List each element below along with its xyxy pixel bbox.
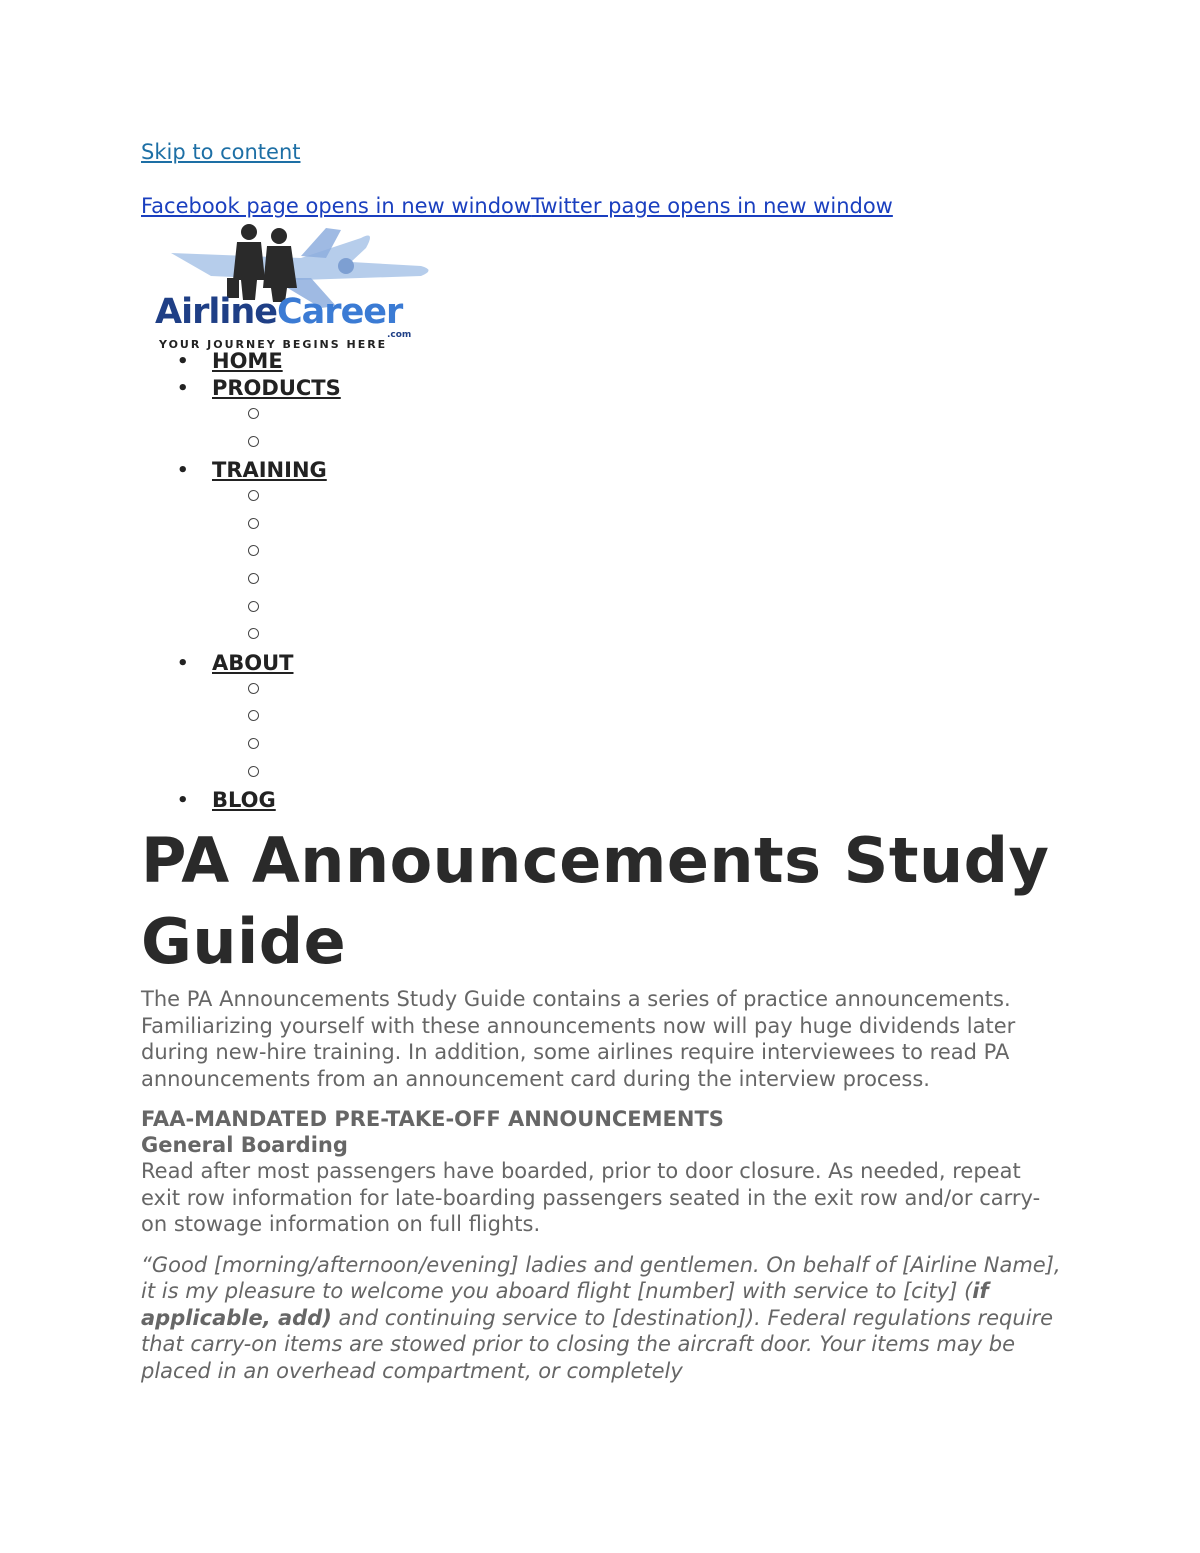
skip-to-content-link[interactable]: Skip to content — [141, 140, 301, 164]
social-links — [141, 192, 1061, 220]
circle-bullet-icon — [248, 436, 259, 447]
products-submenu — [212, 402, 1061, 457]
twitter-link[interactable]: Twitter page opens in new window — [531, 194, 893, 218]
submenu-item[interactable] — [212, 677, 1061, 705]
circle-bullet-icon — [248, 490, 259, 501]
circle-bullet-icon — [248, 408, 259, 419]
circle-bullet-icon — [248, 518, 259, 529]
quote-text-2: and continuing service to [destination]). Federal regulations require that carry-on items are stowed prior to closing the aircraft door. Your items may be placed in an overhead compartment, or completely — [141, 1305, 1054, 1383]
facebook-link[interactable]: Facebook page opens in new window — [141, 194, 532, 218]
submenu-item[interactable] — [212, 402, 1061, 430]
about-submenu — [212, 677, 1061, 787]
submenu-item[interactable] — [212, 732, 1061, 760]
logo-word-career: Career — [277, 292, 403, 332]
logo-word-airline: Airline — [155, 292, 277, 332]
bullet-icon: • — [177, 790, 189, 812]
circle-bullet-icon — [248, 573, 259, 584]
nav-item-products — [141, 375, 1061, 457]
circle-bullet-icon — [248, 766, 259, 777]
logo-wordmark — [155, 292, 402, 332]
bullet-icon: • — [177, 378, 189, 399]
training-submenu — [212, 484, 1061, 650]
circle-bullet-icon — [248, 710, 259, 721]
nav-link-products[interactable]: PRODUCTS — [212, 376, 341, 400]
bullet-icon: • — [177, 652, 189, 674]
circle-bullet-icon — [248, 738, 259, 749]
submenu-item[interactable] — [212, 595, 1061, 623]
bullet-icon: • — [177, 351, 189, 372]
submenu-item[interactable] — [212, 760, 1061, 788]
submenu-item[interactable] — [212, 622, 1061, 650]
page-content — [141, 138, 1061, 1384]
submenu-item[interactable] — [212, 512, 1061, 540]
logo-domain: .com — [387, 330, 412, 340]
circle-bullet-icon — [248, 628, 259, 639]
nav-item-home — [141, 348, 1061, 375]
logo-tagline: YOUR JOURNEY BEGINS HERE — [159, 338, 388, 351]
quote-text-1: “Good [morning/afternoon/evening] ladies and gentlemen. On behalf of [Airline Name], it is my pleasure to welcome you aboard flight [number] with service to [city] ( — [141, 1252, 1061, 1304]
nav-link-training[interactable]: TRAINING — [212, 458, 327, 483]
submenu-item[interactable] — [212, 484, 1061, 512]
nav-link-blog[interactable]: BLOG — [212, 788, 276, 813]
circle-bullet-icon — [248, 601, 259, 612]
intro-paragraph: The PA Announcements Study Guide contains a series of practice announcements. Familiarizing yourself with these announcements now will pay huge dividends later during new-hire training. In addition, some airlines require interviewees to read PA announcements from an announcement card during the interview process. — [141, 987, 1016, 1091]
quote-bold-text: if applicable, add) — [141, 1279, 989, 1330]
submenu-item[interactable] — [212, 539, 1061, 567]
submenu-item[interactable] — [212, 567, 1061, 595]
circle-bullet-icon — [248, 683, 259, 694]
circle-bullet-icon — [248, 545, 259, 556]
subsection-heading: General Boarding — [141, 1133, 348, 1158]
submenu-item[interactable] — [212, 704, 1061, 732]
main-nav — [141, 348, 1061, 814]
section-heading: FAA-MANDATED PRE-TAKE-OFF ANNOUNCEMENTS — [141, 1107, 724, 1132]
nav-link-home[interactable]: HOME — [212, 349, 283, 373]
nav-item-about — [141, 650, 1061, 787]
nav-item-blog — [141, 787, 1061, 814]
page-title: PA Announcements Study Guide — [141, 824, 1050, 979]
nav-link-about[interactable]: ABOUT — [212, 650, 294, 675]
subsection-text: Read after most passengers have boarded, prior to door closure. As needed, repeat exit row information for late-boarding passengers seated in the exit row and/or carry-on stowage information on full flights. — [141, 1159, 1041, 1237]
announcement-quote — [141, 1252, 1061, 1385]
bullet-icon: • — [177, 460, 189, 482]
nav-item-training — [141, 457, 1061, 650]
submenu-item[interactable] — [212, 430, 1061, 458]
site-logo[interactable] — [151, 218, 441, 351]
